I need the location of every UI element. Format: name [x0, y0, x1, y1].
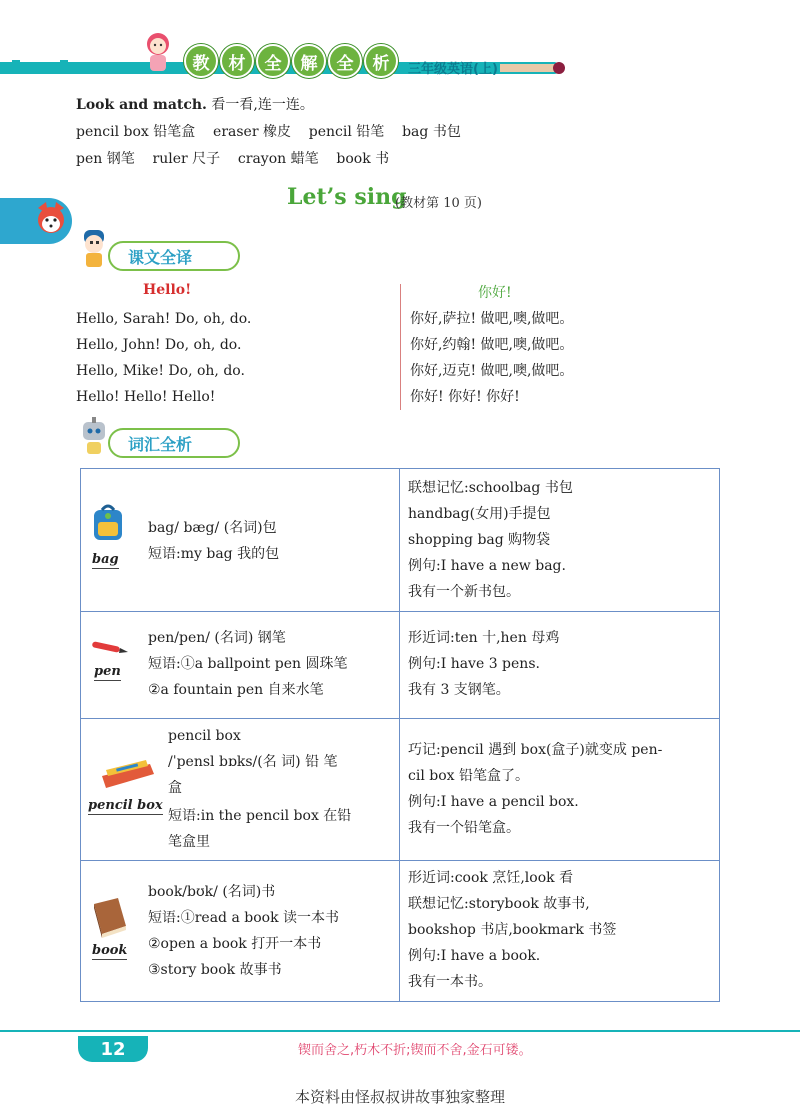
vocab-left-line: /ˈpensl bɒks/(名 词) 铅 笔 [168, 754, 338, 770]
handwritten-word: bag [92, 552, 119, 567]
lyrics-title-cn: 你好! [478, 285, 512, 301]
vocab-right-line: 联想记忆:schoolbag 书包 [408, 480, 573, 496]
vocab-right-line: 形近词:cook 烹饪,look 看 [408, 870, 574, 886]
vocab-right-line: cil box 铅笔盒了。 [408, 768, 529, 784]
vocab-left-line: ②open a book 打开一本书 [148, 936, 322, 952]
vocab-left-line: 短语:in the pencil box 在铅 [168, 808, 352, 824]
lyrics-divider [400, 284, 401, 410]
vocab-left-line: pen/pen/ (名词) 钢笔 [148, 630, 286, 646]
footer-credit: 本资料由怪叔叔讲故事独家整理 [294, 1088, 505, 1106]
vocab-right-line: 例句:I have a pencil box. [408, 794, 579, 810]
vocab-left-line: book/bʊk/ (名词)书 [148, 884, 276, 900]
vocab-left-line: 盒 [168, 780, 182, 796]
vocab-table-row-divider [80, 718, 720, 719]
lyric-line-en: Hello, Mike! Do, oh, do. [76, 363, 245, 379]
look-and-match-title-cn: 看一看,连一连。 [211, 97, 314, 113]
book-icon [88, 896, 130, 938]
vocab-right-line: 我有一个铅笔盒。 [408, 820, 520, 836]
look-and-match-title-en: Look and match. [76, 97, 207, 113]
header-title-char: 教 [184, 44, 218, 78]
lyric-line-en: Hello, Sarah! Do, oh, do. [76, 311, 252, 327]
handwritten-word: book [92, 943, 128, 958]
vocab-table-row-divider [80, 611, 720, 612]
vocab-right-line: shopping bag 购物袋 [408, 532, 551, 548]
header-title-char: 全 [256, 44, 290, 78]
lyrics-title-en: Hello! [143, 282, 192, 298]
header-title-char: 析 [364, 44, 398, 78]
vocab-left-line: ③story book 故事书 [148, 962, 282, 978]
lyric-line-cn: 你好,约翰! 做吧,噢,做吧。 [410, 337, 574, 353]
fox-mascot-icon [34, 200, 68, 240]
vocab-left-line: ②a fountain pen 自来水笔 [148, 682, 324, 698]
vocab-left-line: bag/ bæg/ (名词)包 [148, 520, 277, 536]
lyric-line-cn: 你好,萨拉! 做吧,噢,做吧。 [410, 311, 574, 327]
vocab-right-line: 我有 3 支钢笔。 [408, 682, 510, 698]
vocab-right-line: 我有一本书。 [408, 974, 492, 990]
vocab-right-line: 巧记:pencil 遇到 box(盒子)就变成 pen- [408, 742, 663, 758]
footer-quote: 锲而舍之,朽木不折;锲而不舍,金石可镂。 [298, 1043, 532, 1058]
vocab-right-line: 例句:I have 3 pens. [408, 656, 540, 672]
vocab-right-line: 形近词:ten 十,hen 母鸡 [408, 630, 560, 646]
vocab-right-line: 例句:I have a new bag. [408, 558, 566, 574]
vocab-left-line: 短语:①read a book 读一本书 [148, 910, 340, 926]
look-and-match-row-1: pencil box 铅笔盒 eraser 橡皮 pencil 铅笔 bag 书包 [76, 124, 461, 140]
look-and-match-row-2: pen 钢笔 ruler 尺子 crayon 蜡笔 book 书 [76, 151, 390, 167]
pencil-box-icon [98, 756, 158, 792]
pen-icon [88, 638, 128, 658]
footer-band [0, 1030, 800, 1032]
page-number: 12 [78, 1036, 148, 1062]
vocab-right-line: 联想记忆:storybook 故事书, [408, 896, 590, 912]
girl-mascot-icon [140, 30, 176, 74]
section-vocab-title: 词汇全析 [108, 428, 240, 458]
header-title-char: 解 [292, 44, 326, 78]
header-title-char: 材 [220, 44, 254, 78]
pencil-decoration-icon [500, 64, 558, 72]
song-title: Let’s sing [287, 184, 407, 210]
boy-mascot-icon [78, 228, 110, 268]
vocab-right-line: 我有一个新书包。 [408, 584, 520, 600]
robot-mascot-icon [78, 416, 110, 456]
lyric-line-en: Hello! Hello! Hello! [76, 389, 216, 405]
vocab-right-line: handbag(女用)手提包 [408, 506, 551, 522]
lyric-line-cn: 你好,迈克! 做吧,噢,做吧。 [410, 363, 574, 379]
vocab-table-row-divider [80, 860, 720, 861]
look-and-match-heading [76, 92, 314, 118]
song-subtitle: (教材第 10 页) [395, 196, 482, 211]
pencil-tip-icon [553, 62, 565, 74]
vocab-left-line: 笔盒里 [168, 834, 210, 850]
vocab-left-line: 短语:my bag 我的包 [148, 546, 280, 562]
vocab-left-line: 短语:①a ballpoint pen 圆珠笔 [148, 656, 348, 672]
vocab-table-column-divider [399, 468, 400, 1002]
handwritten-word: pencil box [88, 798, 163, 813]
header-grade: 三年级英语(上) [408, 62, 498, 77]
schoolbag-icon [88, 502, 128, 544]
handwritten-word: pen [94, 664, 121, 679]
lyric-line-en: Hello, John! Do, oh, do. [76, 337, 242, 353]
vocab-right-line: 例句:I have a book. [408, 948, 541, 964]
lyric-line-cn: 你好! 你好! 你好! [410, 389, 520, 405]
vocab-left-line: pencil box [168, 728, 241, 744]
section-translation-title: 课文全译 [108, 241, 240, 271]
vocab-right-line: bookshop 书店,bookmark 书签 [408, 922, 617, 938]
header-title-char: 全 [328, 44, 362, 78]
